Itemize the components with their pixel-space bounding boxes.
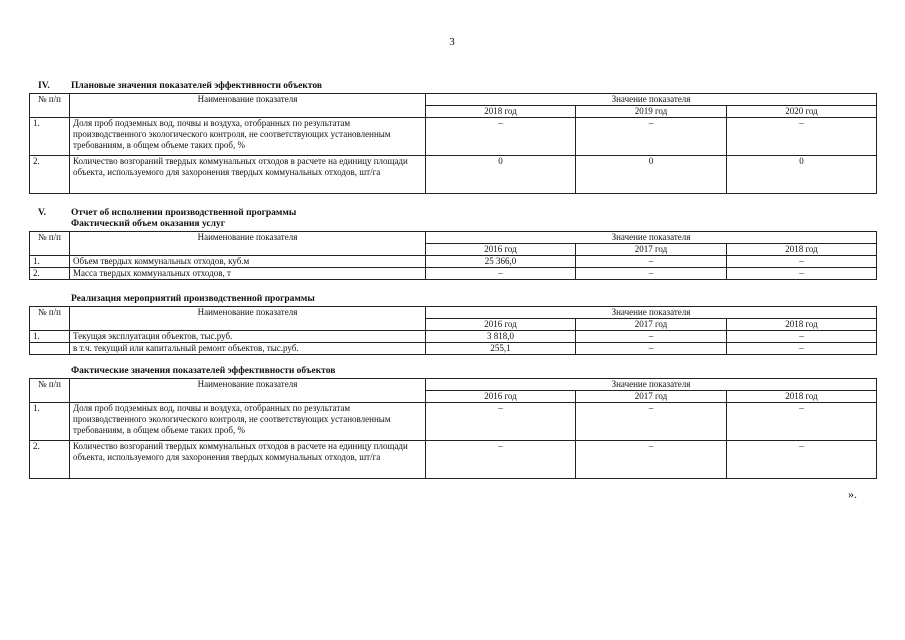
row-value: –	[426, 403, 576, 441]
row-value: –	[576, 268, 727, 280]
row-value: 25 366,0	[426, 256, 576, 268]
table-actual-volume	[29, 231, 877, 280]
row-value: –	[576, 403, 727, 441]
col-value-header: Значение показателя	[426, 94, 877, 106]
col-num-header: № п/п	[30, 307, 70, 331]
section-7-title: Фактические значения показателей эффективности объектов	[71, 366, 336, 376]
table-row	[30, 441, 877, 479]
row-value: 3 818,0	[426, 331, 576, 343]
year-header: 2016 год	[426, 244, 576, 256]
table-program-activities	[29, 306, 877, 355]
section-4-number: IV.	[38, 81, 50, 91]
table-row	[30, 268, 877, 280]
year-header: 2018 год	[727, 244, 877, 256]
row-num: 2.	[30, 441, 70, 479]
col-num-header: № п/п	[30, 379, 70, 403]
section-5-subtitle: Фактический объем оказания услуг	[71, 219, 226, 229]
row-value: –	[426, 441, 576, 479]
row-value: –	[576, 343, 727, 355]
year-header: 2017 год	[576, 391, 727, 403]
col-num-header: № п/п	[30, 232, 70, 256]
col-name-header: Наименование показателя	[70, 307, 426, 331]
row-value: –	[727, 256, 877, 268]
row-name: Доля проб подземных вод, почвы и воздуха, отобранных по результатам производственного экологического контроля, не соответствующих установленным требованиям, в общем объеме таких проб, %	[70, 403, 426, 441]
row-value: –	[727, 441, 877, 479]
row-name: в т.ч. текущий или капитальный ремонт объектов, тыс.руб.	[70, 343, 426, 355]
table-row	[30, 331, 877, 343]
year-header: 2018 год	[426, 106, 576, 118]
col-value-header: Значение показателя	[426, 307, 877, 319]
table-planned-efficiency	[29, 93, 877, 194]
year-header: 2016 год	[426, 319, 576, 331]
row-value: –	[727, 118, 877, 156]
section-5-title: Отчет об исполнении производственной программы	[71, 208, 297, 218]
row-name: Доля проб подземных вод, почвы и воздуха, отобранных по результатам производственного экологического контроля, не соответствующих установленным требованиям, в общем объеме таких проб, %	[70, 118, 426, 156]
year-header: 2016 год	[426, 391, 576, 403]
row-num: 2.	[30, 156, 70, 194]
row-value: 0	[576, 156, 727, 194]
col-name-header: Наименование показателя	[70, 232, 426, 256]
col-name-header: Наименование показателя	[70, 379, 426, 403]
closing-quote-mark: ».	[848, 487, 857, 501]
row-value: 0	[727, 156, 877, 194]
row-value: 0	[426, 156, 576, 194]
row-num: 1.	[30, 403, 70, 441]
year-header: 2020 год	[727, 106, 877, 118]
row-num: 1.	[30, 118, 70, 156]
year-header: 2018 год	[727, 319, 877, 331]
row-value: –	[727, 403, 877, 441]
col-value-header: Значение показателя	[426, 379, 877, 391]
row-value: –	[576, 331, 727, 343]
row-value: –	[576, 441, 727, 479]
row-num: 1.	[30, 331, 70, 343]
row-value: –	[576, 256, 727, 268]
section-5-number: V.	[38, 208, 47, 218]
col-num-header: № п/п	[30, 94, 70, 118]
row-num	[30, 343, 70, 355]
table-row	[30, 118, 877, 156]
row-num: 1.	[30, 256, 70, 268]
table-row	[30, 256, 877, 268]
row-value: 255,1	[426, 343, 576, 355]
table-row	[30, 156, 877, 194]
row-name: Объем твердых коммунальных отходов, куб.м	[70, 256, 426, 268]
section-4-title: Плановые значения показателей эффективности объектов	[71, 81, 322, 91]
page-number: 3	[449, 36, 455, 48]
row-name: Количество возгораний твердых коммунальных отходов в расчете на единицу площади объекта, используемого для захоронения твердых коммунальных отходов, шт/га	[70, 441, 426, 479]
year-header: 2018 год	[727, 391, 877, 403]
row-name: Текущая эксплуатация объектов, тыс.руб.	[70, 331, 426, 343]
row-value: –	[576, 118, 727, 156]
table-row	[30, 343, 877, 355]
table-row	[30, 403, 877, 441]
col-name-header: Наименование показателя	[70, 94, 426, 118]
row-num: 2.	[30, 268, 70, 280]
row-value: –	[426, 268, 576, 280]
row-value: –	[727, 343, 877, 355]
year-header: 2019 год	[576, 106, 727, 118]
row-name: Масса твердых коммунальных отходов, т	[70, 268, 426, 280]
year-header: 2017 год	[576, 319, 727, 331]
row-value: –	[727, 331, 877, 343]
row-value: –	[727, 268, 877, 280]
row-name: Количество возгораний твердых коммунальных отходов в расчете на единицу площади объекта, используемого для захоронения твердых коммунальных отходов, шт/га	[70, 156, 426, 194]
table-actual-efficiency	[29, 378, 877, 479]
row-value: –	[426, 118, 576, 156]
section-4-heading	[38, 81, 838, 93]
section-6-title: Реализация мероприятий производственной программы	[71, 294, 315, 304]
year-header: 2017 год	[576, 244, 727, 256]
col-value-header: Значение показателя	[426, 232, 877, 244]
